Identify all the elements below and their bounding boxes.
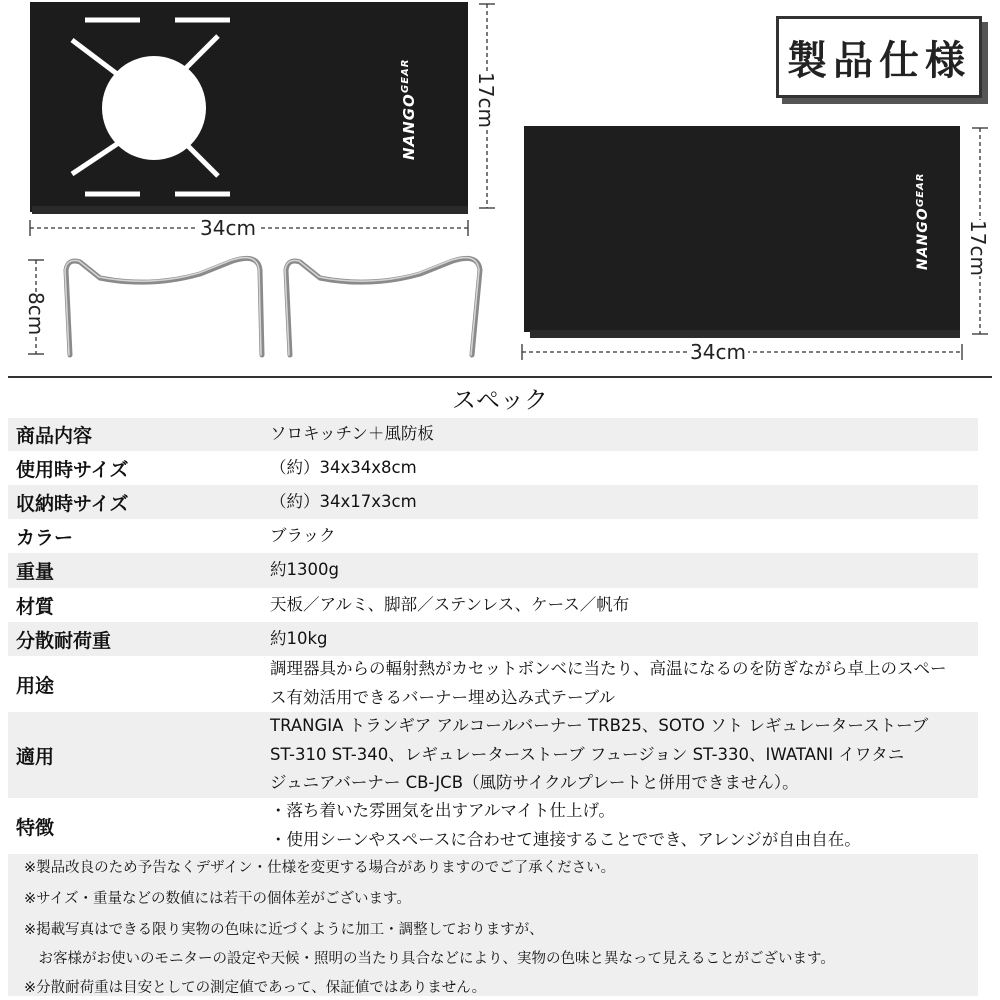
spec-value: 天板／アルミ、脚部／ステンレス、ケース／帆布 — [270, 594, 630, 614]
note-line: ※掲載写真はできる限り実物の色味に近づくように加工・調整しておりますが、 — [24, 922, 544, 938]
brand-sub: GEAR — [915, 172, 926, 208]
top-view-dimension-lines — [0, 0, 500, 240]
spec-value: ブラック — [270, 525, 336, 545]
spec-value-line: ジュニアバーナー CB-JCB（風防サイクルプレートと併用できません）。 — [270, 773, 799, 793]
spec-value: ソロキッチン＋風防板 — [270, 424, 434, 444]
top-view-width-label: 34cm — [200, 216, 256, 240]
spec-label: 用途 — [16, 674, 55, 697]
spec-value-line: ・落ち着いた雰囲気を出すアルマイト仕上げ。 — [270, 801, 615, 821]
stand-legs-illustration — [0, 240, 520, 370]
spec-label: 収納時サイズ — [16, 492, 129, 515]
product-spec-badge: 製品仕様 — [776, 16, 982, 98]
spec-label: 特徴 — [16, 816, 55, 839]
note-line: ※製品改良のため予告なくデザイン・仕様を変更する場合がありますのでご了承ください。 — [24, 860, 616, 876]
spec-value — [270, 656, 974, 712]
spec-value-line: ・使用シーンやスペースに合わせて連接することででき、アレンジが自由自在。 — [270, 830, 861, 849]
spec-label: 商品内容 — [16, 425, 93, 447]
spec-value — [270, 712, 974, 798]
brand-name: NANGO — [915, 207, 931, 270]
spec-label: 適用 — [16, 745, 55, 768]
spec-value — [270, 798, 974, 854]
spec-value: （約）34x34x8cm — [270, 457, 417, 477]
spec-row-contents — [8, 418, 978, 451]
spec-label: 使用時サイズ — [16, 458, 129, 481]
spec-value: 約10kg — [270, 628, 328, 648]
spec-row-load-capacity — [8, 622, 978, 656]
section-divider — [8, 376, 992, 378]
brand-sub: GEAR — [400, 58, 411, 94]
note-line: ※分散耐荷重は目安としての測定値であって、保証値ではありません。 — [24, 980, 487, 996]
spec-row-usage — [8, 656, 978, 712]
spec-row-color — [8, 519, 978, 553]
spec-label: 重量 — [16, 561, 55, 583]
case-width-label: 34cm — [690, 340, 746, 364]
spec-label: カラー — [16, 526, 74, 549]
top-view-height-label: 17cm — [474, 72, 498, 128]
spec-row-size-stored — [8, 485, 978, 519]
case-height-label: 17cm — [966, 220, 990, 276]
spec-value: 約1300g — [270, 560, 339, 580]
case-brand-logo — [915, 172, 955, 270]
spec-row-weight — [8, 553, 978, 588]
spec-row-size-in-use — [8, 451, 978, 485]
spec-value-line: ST-310 ST-340、レギュレーターストーブ フュージョン ST-330、IWATANI イワタニ — [270, 744, 905, 764]
spec-row-features — [8, 798, 978, 854]
stand-height-label: 8cm — [24, 292, 48, 336]
spec-label: 分散耐荷重 — [16, 629, 112, 652]
note-line: ※サイズ・重量などの数値には若干の個体差がございます。 — [24, 891, 411, 907]
spec-label: 材質 — [16, 595, 55, 618]
spec-value-line: 調理器具からの輻射熱がカセットボンベに当たり、高温になるのを防ぎながら卓上のスペー — [270, 659, 947, 679]
notes-box — [8, 854, 978, 996]
spec-title: スペック — [452, 386, 548, 414]
spec-row-compatible — [8, 712, 978, 798]
spec-value-line: ス有効活用できるバーナー埋め込み式テーブル — [270, 688, 616, 707]
spec-row-material — [8, 588, 978, 622]
spec-value: （約）34x17x3cm — [270, 491, 417, 511]
brand-name: NANGO — [400, 93, 418, 160]
spec-value-line: TRANGIA トランギア アルコールバーナー TRB25、SOTO ソト レギュレーターストーブ — [270, 715, 929, 735]
note-line: お客様がお使いのモニターの設定や天候・照明の当たり具合などにより、実物の色味と異なって見えることがございます。 — [24, 951, 835, 967]
